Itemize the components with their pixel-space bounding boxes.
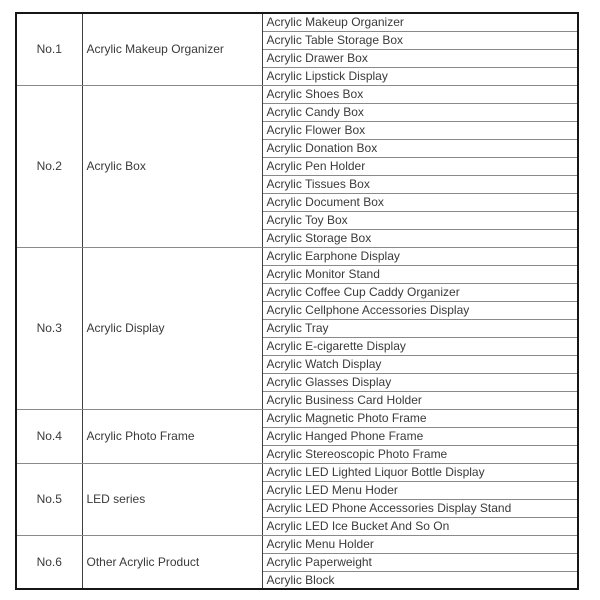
product-cell: Acrylic Donation Box [262, 139, 578, 157]
table-row [16, 13, 578, 31]
category-cell: Acrylic Makeup Organizer [82, 13, 262, 85]
product-category-table-container [15, 12, 579, 590]
section-number-cell: No.4 [16, 409, 82, 463]
product-cell: Acrylic Toy Box [262, 211, 578, 229]
product-cell: Acrylic Cellphone Accessories Display [262, 301, 578, 319]
product-cell: Acrylic Monitor Stand [262, 265, 578, 283]
product-cell: Acrylic Glasses Display [262, 373, 578, 391]
product-cell: Acrylic Flower Box [262, 121, 578, 139]
product-cell: Acrylic Hanged Phone Frame [262, 427, 578, 445]
table-row [16, 535, 578, 553]
section-number-cell: No.3 [16, 247, 82, 409]
product-cell: Acrylic Tray [262, 319, 578, 337]
section-number-cell: No.1 [16, 13, 82, 85]
table-row [16, 247, 578, 265]
category-cell: Other Acrylic Product [82, 535, 262, 589]
product-category-table [15, 12, 579, 590]
section-number-cell: No.2 [16, 85, 82, 247]
product-cell: Acrylic Watch Display [262, 355, 578, 373]
product-cell: Acrylic Tissues Box [262, 175, 578, 193]
product-cell: Acrylic Stereoscopic Photo Frame [262, 445, 578, 463]
product-cell: Acrylic Storage Box [262, 229, 578, 247]
product-cell: Acrylic Lipstick Display [262, 67, 578, 85]
category-cell: Acrylic Photo Frame [82, 409, 262, 463]
product-cell: Acrylic LED Lighted Liquor Bottle Display [262, 463, 578, 481]
product-cell: Acrylic Magnetic Photo Frame [262, 409, 578, 427]
product-cell: Acrylic LED Ice Bucket And So On [262, 517, 578, 535]
category-cell: LED series [82, 463, 262, 535]
table-row [16, 463, 578, 481]
product-cell: Acrylic Coffee Cup Caddy Organizer [262, 283, 578, 301]
product-cell: Acrylic Drawer Box [262, 49, 578, 67]
category-cell: Acrylic Display [82, 247, 262, 409]
category-cell: Acrylic Box [82, 85, 262, 247]
section-number-cell: No.5 [16, 463, 82, 535]
product-cell: Acrylic Menu Holder [262, 535, 578, 553]
product-cell: Acrylic Pen Holder [262, 157, 578, 175]
section-number-cell: No.6 [16, 535, 82, 589]
product-cell: Acrylic Business Card Holder [262, 391, 578, 409]
table-row [16, 85, 578, 103]
product-cell: Acrylic Paperweight [262, 553, 578, 571]
product-cell: Acrylic LED Menu Hoder [262, 481, 578, 499]
table-row [16, 409, 578, 427]
product-cell: Acrylic Document Box [262, 193, 578, 211]
product-cell: Acrylic Block [262, 571, 578, 589]
product-cell: Acrylic Table Storage Box [262, 31, 578, 49]
product-cell: Acrylic Makeup Organizer [262, 13, 578, 31]
product-cell: Acrylic Candy Box [262, 103, 578, 121]
product-cell: Acrylic Earphone Display [262, 247, 578, 265]
product-cell: Acrylic LED Phone Accessories Display Stand [262, 499, 578, 517]
product-cell: Acrylic Shoes Box [262, 85, 578, 103]
product-cell: Acrylic E-cigarette Display [262, 337, 578, 355]
